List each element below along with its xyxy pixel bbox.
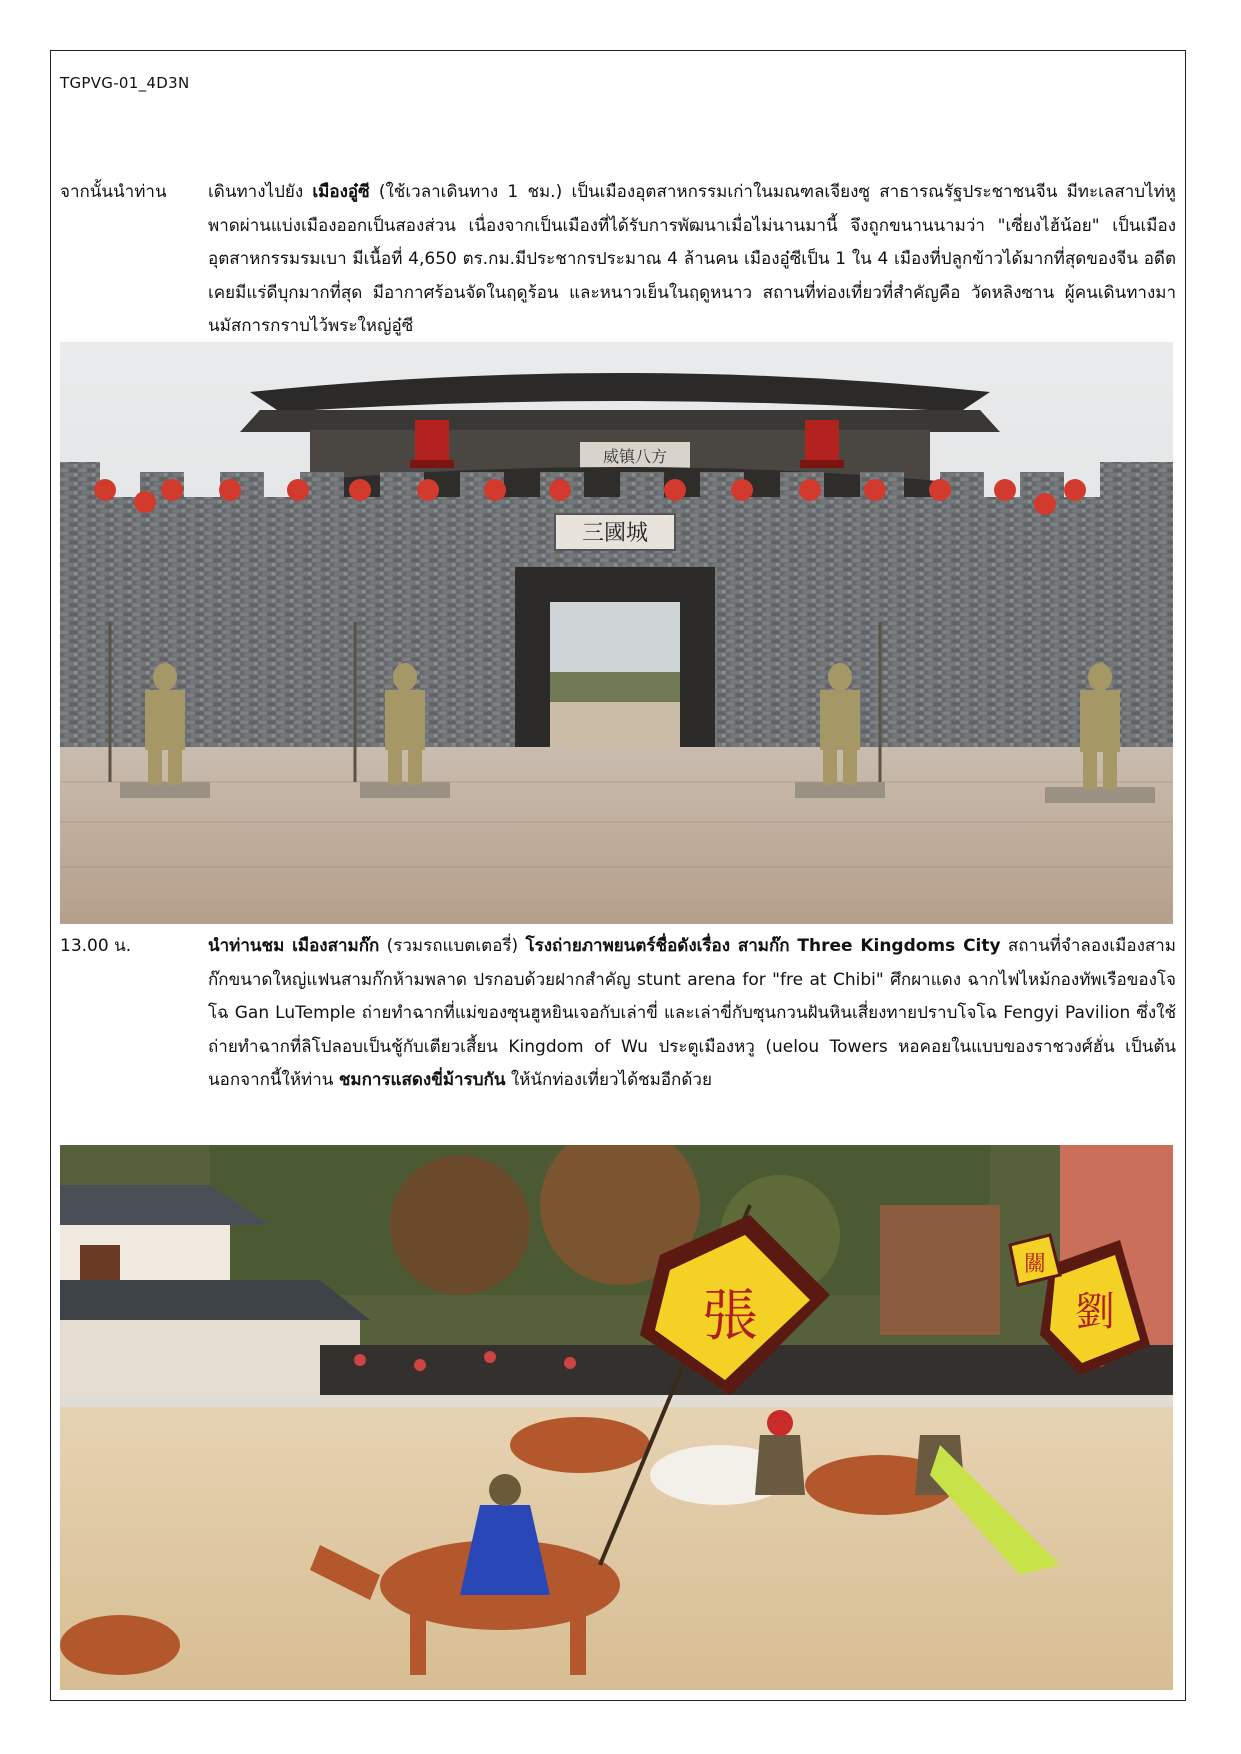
bold-run: โรงถ่ายภาพยนตร์ชื่อดังเรื่อง สามก๊ก Three Kingdoms City [525, 936, 1001, 956]
battle-show-illustration [60, 1145, 1173, 1690]
time-label: จากนั้นนำท่าน [60, 182, 167, 202]
text-run: สถานที่จำลองเมืองสามก๊กขนาดใหญ่แฟนสามก๊กห้ามพลาด ปรกอบด้วยฝากสำคัญ stunt arena for "fre at Chibi" ศึกผาแดง ฉากไฟไหม้กองทัพเรือของโจโฉ Gan LuTemple ถ่ายทำฉากที่แม่ของซุนฮูหยินเจอกับเล่าขี่ และเล่าขี่กับซุนกวนฝันหินเสี่ยงทายปราบโจโฉ Fengyi Pavilion ซึ่งใช้ถ่ายทำฉากที่ลิโปลอบเป็นชู้กับเตียวเสี้ยน Kingdom of Wu ประตูเมืองหวู (uelou Towers หอคอยในแบบของราชวงศ์ฮั่น เป็นต้น นอกจากนี้ให้ท่าน [208, 936, 1176, 1090]
description-paragraph [208, 930, 1176, 1098]
banner-c-character: 關 [1023, 1252, 1047, 1277]
banner-a-character: 張 [702, 1284, 758, 1349]
description-paragraph [208, 176, 1176, 344]
gate-plaque-text: 三國城 [581, 521, 649, 546]
time-label: 13.00 น. [60, 936, 132, 956]
gate-illustration [60, 342, 1173, 924]
text-run: ให้นักท่องเที่ยวได้ชมอีกด้วย [505, 1070, 712, 1090]
text-run: เดินทางไปยัง [208, 182, 313, 202]
upper-plaque-text: 威镇八方 [602, 447, 668, 466]
text-run: (รวมรถแบตเตอรี่) [379, 936, 526, 956]
photo-horseback-battle-show [60, 1145, 1173, 1690]
document-code: TGPVG-01_4D3N [60, 74, 190, 92]
photo-three-kingdoms-gate [60, 342, 1173, 924]
text-run: (ใช้เวลาเดินทาง 1 ชม.) เป็นเมืองอุตสาหกรรมเก่าในมณฑลเจียงซู สาธารณรัฐประชาชนจีน มีทะเลสาบไท่หูพาดผ่านแบ่งเมืองออกเป็นสองส่วน เนื่องจากเป็นเมืองที่ได้รับการพัฒนาเมื่อไม่นานมานี้ จึงถูกขนานนามว่า "เซี่ยงไฮ้น้อย" เป็นเมืองอุตสาหกรรมรมเบา มีเนื้อที่ 4,650 ตร.กม.มีประชากรประมาณ 4 ล้านคน เมืองอู๋ซีเป็น 1 ใน 4 เมืองที่ปลูกข้าวได้มากที่สุดของจีน อดีตเคยมีแร่ดีบุกมากที่สุด มีอากาศร้อนจัดในฤดูร้อน และหนาวเย็นในฤดูหนาว สถานที่ท่องเที่ยวที่สำคัญคือ วัดหลิงซาน ผู้คนเดินทางมานมัสการกราบไว้พระใหญ่อู๋ซี [208, 182, 1177, 336]
bold-run: นำท่านชม เมืองสามก๊ก [208, 936, 380, 956]
place-name-wuxi: เมืองอู๋ซี [312, 182, 370, 202]
bold-run: ชมการแสดงขี่ม้ารบกัน [338, 1070, 506, 1090]
banner-b-character: 劉 [1075, 1289, 1115, 1335]
